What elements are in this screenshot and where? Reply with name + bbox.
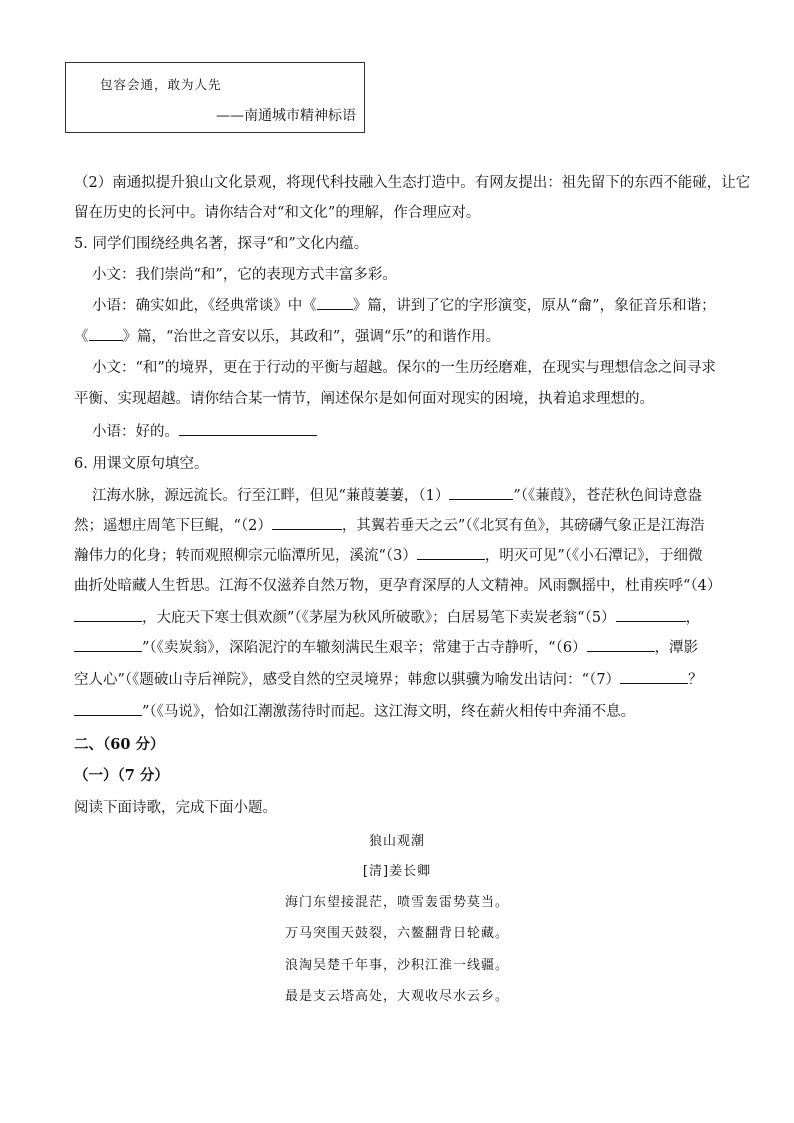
q6-blank-2[interactable] <box>272 515 342 530</box>
poem-line: 浪淘吴楚千年事，沙积江淮一线疆。 <box>284 958 509 973</box>
q6-row2-a: 然；遥想庄周笔下巨鲲，“（2） <box>74 518 272 534</box>
q6-row5-b: ， <box>685 610 701 626</box>
motto-box <box>65 62 365 133</box>
q6-row8 <box>74 700 724 724</box>
q5-answer-blank[interactable] <box>179 421 317 436</box>
poem-line: 最是支云塔高处，大观收尽水云乡。 <box>284 989 509 1004</box>
q6-row7 <box>74 668 724 692</box>
q6-row7-b: ？ <box>688 672 703 688</box>
q4-2-line1: （2）南通拟提升狼山文化景观，将现代科技融入生态打造中。有网友提出：祖先留下的东西不能碰，让它 <box>74 175 751 191</box>
q5-line4: 小文：“和”的境界，更在于行动的平衡与超越。保尔的一生历经磨难，在现实与理想信念之间寻求 <box>92 360 716 376</box>
q6-row7-a: 空人心”（《题破山寺后禅院》，感受自然的空灵境界；韩愈以骐骥为喻发出诘问：“（7） <box>74 672 621 688</box>
q6-blank-7b[interactable] <box>74 701 142 716</box>
q6-blank-4[interactable] <box>74 607 142 622</box>
q6-row4: 曲折处暗藏人生哲思。江海不仅滋养自然万物，更孕育深厚的人文精神。风雨飘摇中，杜甫疾呼“（4） <box>74 578 722 594</box>
q6-row3-b: ，明灭可见”（《小石潭记》，于细微 <box>484 548 703 564</box>
q6-blank-6[interactable] <box>587 637 655 652</box>
q5-line3 <box>74 325 724 349</box>
q6-row2-b: ，其翼若垂天之云”（《北冥有鱼》，其磅礴气象正是江海浩 <box>341 518 705 534</box>
q6-row5 <box>74 606 724 630</box>
q6-row8-text: ”（《马说》，恰如江潮激荡待时而起。这江海文明，终在薪火相传中奔涌不息。 <box>142 704 636 720</box>
q5-line6 <box>92 420 742 444</box>
q5-line1: 小文：我们崇尚“和”，它的表现方式丰富多彩。 <box>92 267 397 283</box>
q5-line3-a: 《 <box>74 329 89 345</box>
q6-blank-7a[interactable] <box>620 669 688 684</box>
q5-blank-2[interactable] <box>89 326 123 341</box>
q6-row5-a: ，大庇天下寒士俱欢颜”（《茅屋为秋风所破歌》；白居易笔下卖炭老翁“（5） <box>142 610 616 626</box>
q6-blank-3[interactable] <box>417 545 485 560</box>
section2-sub: （一）（7 分） <box>74 767 169 784</box>
q5-line6-text: 小语：好的。 <box>92 424 179 440</box>
q6-row6-b: ，潭影 <box>654 640 699 656</box>
q6-row3 <box>74 544 724 568</box>
poem-line: 海门东望接混茫，喷雪轰雷势莫当。 <box>284 895 509 910</box>
q5-line2-b: 》篇，讲到了它的字形演变，原从“龠”，象征音乐和谐； <box>352 298 716 314</box>
q6-blank-1[interactable] <box>449 485 513 500</box>
section2-instruction: 阅读下面诗歌，完成下面小题。 <box>74 800 277 816</box>
q6-title: 6. 用课文原句填空。 <box>74 456 209 472</box>
q6-row1 <box>92 484 742 508</box>
motto-source: ——南通城市精神标语 <box>216 108 356 124</box>
q6-row6-a: ”（《卖炭翁》，深陷泥泞的车辙刻满民生艰辛；常建于古寺静听，“（6） <box>142 640 587 656</box>
q6-row6 <box>74 636 724 660</box>
q5-line3-b: 》篇，“治世之音安以乐，其政和”，强调“乐”的和谐作用。 <box>122 329 501 345</box>
poem-title: 狼山观潮 <box>368 834 425 849</box>
q5-line2-a: 小语：确实如此，《经典常谈》中《 <box>92 298 317 314</box>
q6-row3-a: 瀚伟力的化身；转而观照柳宗元临潭所见，溪流“（3） <box>74 548 417 564</box>
poem-author: [清]姜长卿 <box>362 864 432 879</box>
q5-blank-1[interactable] <box>317 295 353 310</box>
q4-2-line2: 留在历史的长河中。请你结合对“和文化”的理解，作合理应对。 <box>74 205 481 221</box>
q5-line2 <box>92 294 742 318</box>
q6-blank-5b[interactable] <box>74 637 142 652</box>
q6-blank-5a[interactable] <box>616 607 686 622</box>
poem-line: 万马突围天鼓裂，六鳌翻背日轮藏。 <box>284 926 509 941</box>
section2-heading: 二、（60 分） <box>74 736 165 753</box>
q6-row1-a: 江海水脉，源远流长。行至江畔，但见“蒹葭萋萋，（1） <box>92 488 450 504</box>
q6-row1-b: ”（《蒹葭》，苍茫秋色间诗意盎 <box>513 488 703 504</box>
q6-row2 <box>74 514 724 538</box>
q5-line5: 平衡、实现超越。请你结合某一情节，阐述保尔是如何面对现实的困境，执着追求理想的。 <box>74 391 654 407</box>
motto-text: 包容会通，敢为人先 <box>100 77 222 92</box>
q5-title: 5. 同学们围绕经典名著，探寻“和”文化内蕴。 <box>74 236 369 252</box>
